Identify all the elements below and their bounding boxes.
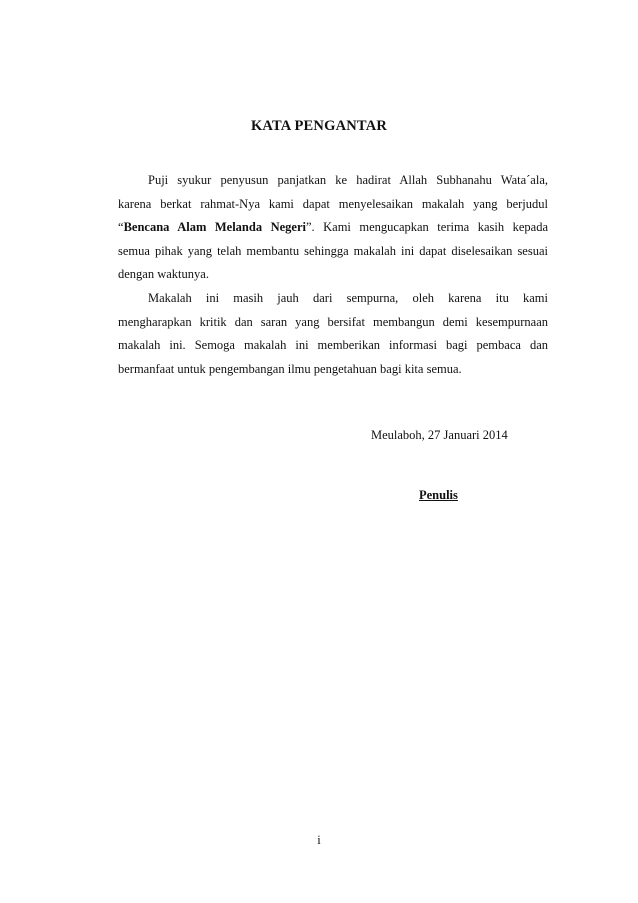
paragraph-2	[118, 287, 548, 381]
paragraph-1-line-3	[118, 216, 548, 240]
paragraph-1-line-3-rest: ”. Kami mengucapkan terima kasih kepada	[305, 220, 548, 234]
page-number: i	[317, 833, 321, 847]
paragraph-1-line-1: Puji syukur penyusun panjatkan ke hadirat Allah Subhanahu Wata´ala,	[148, 173, 548, 187]
author-signature: Penulis	[419, 488, 458, 502]
paragraph-2-line-2: mengharapkan kritik dan saran yang bersifat membangun demi kesempurnaan	[118, 314, 548, 329]
paragraph-2-line-1: Makalah ini masih jauh dari sempurna, oleh karena itu kami	[148, 291, 548, 305]
paragraph-1-line-4: semua pihak yang telah membantu sehingga makalah ini dapat diselesaikan sesuai	[118, 243, 548, 258]
paragraph-1-line-5: dengan waktunya.	[118, 267, 209, 281]
open-quote: “	[118, 220, 124, 234]
makalah-title: Bencana Alam Melanda Negeri	[123, 220, 306, 234]
paragraph-1	[118, 169, 548, 287]
paragraph-2-line-3: makalah ini. Semoga makalah ini memberikan informasi bagi pembaca dan	[118, 338, 548, 352]
paragraph-2-line-4: bermanfaat untuk pengembangan ilmu pengetahuan bagi kita semua.	[118, 361, 462, 376]
paragraph-1-line-2: karena berkat rahmat-Nya kami dapat menyelesaikan makalah yang berjudul	[118, 196, 548, 211]
page-title: KATA PENGANTAR	[250, 118, 388, 134]
place-and-date: Meulaboh, 27 Januari 2014	[371, 428, 508, 442]
